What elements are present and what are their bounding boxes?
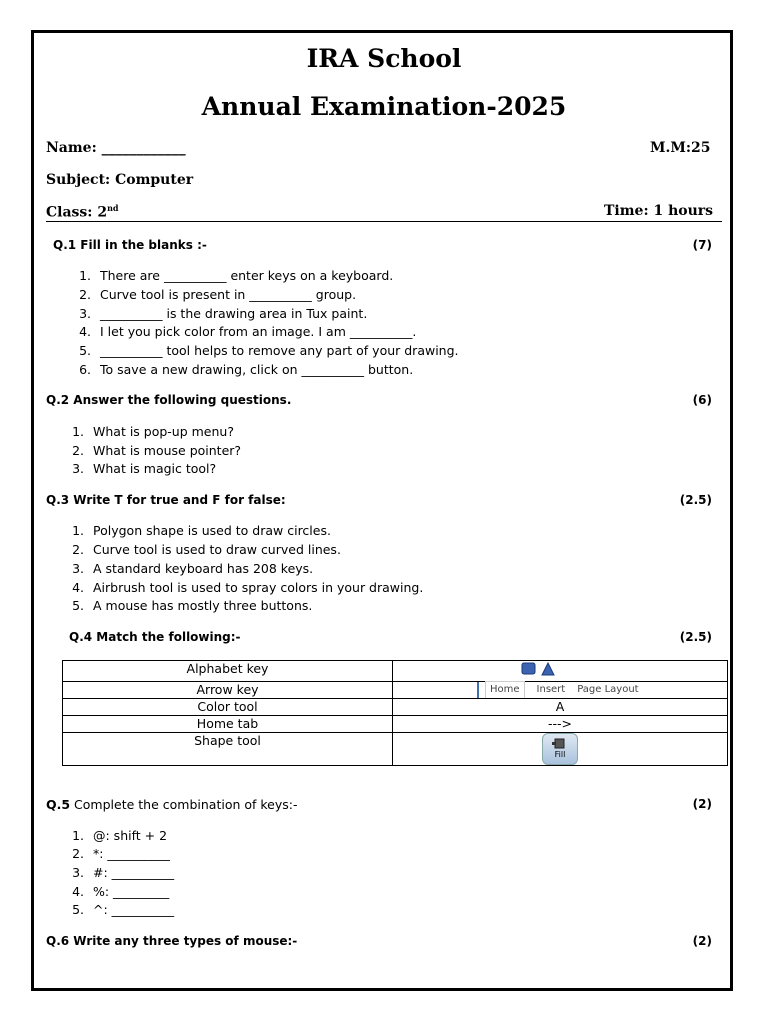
match-table xyxy=(62,660,728,766)
list-item: 6. To save a new drawing, click on __________ button. xyxy=(79,362,414,377)
q4-title: Q.4 Match the following:- xyxy=(69,630,241,644)
list-item: 2. *: __________ xyxy=(72,846,170,861)
table-cell: Shape tool xyxy=(63,733,393,766)
table-cell: Home tab xyxy=(63,716,393,733)
q5-title: Q.5 Complete the combination of keys:- xyxy=(46,797,298,812)
max-marks: M.M:25 xyxy=(650,140,711,156)
name-field: Name: ____________ xyxy=(46,140,186,156)
table-cell xyxy=(393,661,728,682)
fill-bucket-icon xyxy=(551,736,569,750)
list-item: 3. A standard keyboard has 208 keys. xyxy=(72,561,314,576)
triangle-shape-icon xyxy=(542,663,554,675)
exam-title: Annual Examination-2025 xyxy=(201,92,567,121)
time-label: Time: 1 hours xyxy=(604,203,714,219)
list-item: 3. #: __________ xyxy=(72,865,175,880)
list-item: 4. Airbrush tool is used to spray colors in your drawing. xyxy=(72,580,424,595)
table-cell: A xyxy=(393,699,728,716)
list-item: 5. A mouse has mostly three buttons. xyxy=(72,598,313,613)
header-divider xyxy=(46,221,722,222)
list-item: 1. @: shift + 2 xyxy=(72,828,168,843)
q4-marks: (2.5) xyxy=(679,630,712,644)
list-item: 1. Polygon shape is used to draw circles. xyxy=(72,523,331,538)
list-item: 2. What is mouse pointer? xyxy=(72,443,242,458)
table-cell: Arrow key xyxy=(63,682,393,699)
q1-title: Q.1 Fill in the blanks :- xyxy=(53,238,207,252)
list-item: 5. ^: __________ xyxy=(72,902,175,917)
list-item: 4. %: _________ xyxy=(72,884,170,899)
ribbon-tabs xyxy=(477,682,727,698)
list-item: 1. What is pop-up menu? xyxy=(72,424,234,439)
ribbon-tab: Home xyxy=(485,681,525,698)
ribbon-tab: Page Layout xyxy=(577,684,639,695)
list-item: 1. There are __________ enter keys on a keyboard. xyxy=(79,268,394,283)
table-cell: Color tool xyxy=(63,699,393,716)
subject-label: Subject: Computer xyxy=(46,172,194,188)
table-row xyxy=(63,733,728,766)
fill-button: Fill xyxy=(542,733,578,765)
list-item: 3. __________ is the drawing area in Tux paint. xyxy=(79,306,368,321)
ribbon-tab: Insert xyxy=(536,684,566,695)
table-cell xyxy=(393,733,728,766)
list-item: 2. Curve tool is present in __________ group. xyxy=(79,287,357,302)
shape-icons xyxy=(520,661,600,677)
q3-marks: (2.5) xyxy=(679,493,712,507)
q3-title: Q.3 Write T for true and F for false: xyxy=(46,493,286,507)
school-title: IRA School xyxy=(306,44,462,73)
table-row xyxy=(63,716,728,733)
q2-title: Q.2 Answer the following questions. xyxy=(46,393,292,407)
q6-marks: (2) xyxy=(692,934,712,948)
list-item: 5. __________ tool helps to remove any part of your drawing. xyxy=(79,343,459,358)
list-item: 2. Curve tool is used to draw curved lines. xyxy=(72,542,341,557)
table-row xyxy=(63,682,728,699)
class-label: Class: 2nd xyxy=(46,203,119,221)
list-item: 3. What is magic tool? xyxy=(72,461,217,476)
table-row xyxy=(63,661,728,682)
q6-title: Q.6 Write any three types of mouse:- xyxy=(46,934,298,948)
q2-marks: (6) xyxy=(692,393,712,407)
list-item: 4. I let you pick color from an image. I am __________. xyxy=(79,324,417,339)
table-row xyxy=(63,699,728,716)
q5-marks: (2) xyxy=(692,797,712,811)
table-cell xyxy=(393,682,728,699)
q1-marks: (7) xyxy=(692,238,712,252)
table-cell: ---> xyxy=(393,716,728,733)
rectangle-shape-icon xyxy=(522,663,535,674)
table-cell: Alphabet key xyxy=(63,661,393,682)
